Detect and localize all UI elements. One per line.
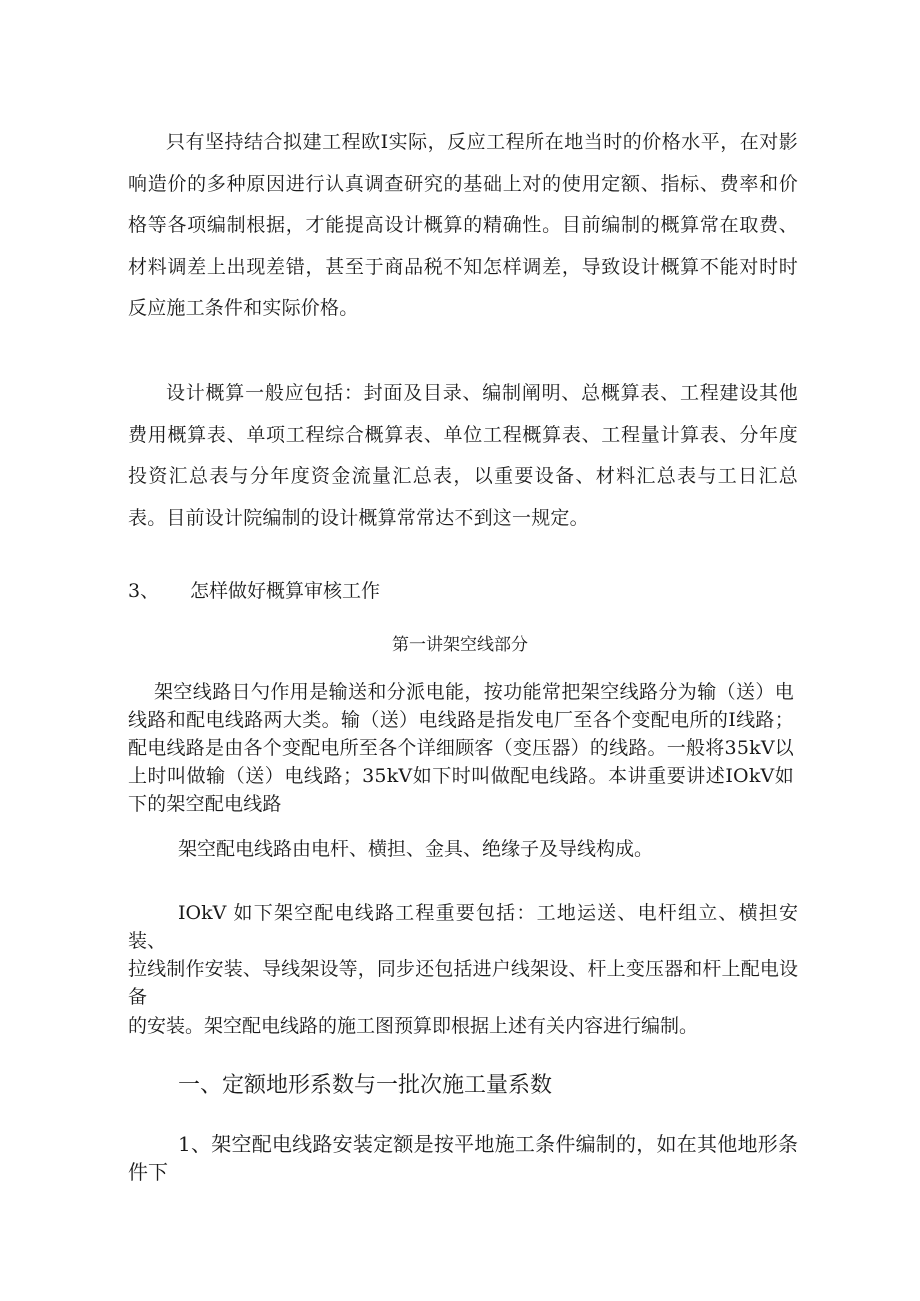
body-line: 架空配电线路由电杆、横担、金具、绝缘子及导线构成。 bbox=[178, 838, 654, 860]
body-paragraph: 只有坚持结合拟建工程欧Ⅰ实际，反应工程所在地当时的价格水平，在对影响造价的多种原因进行认真调查研究的基础上对的使用定额、指标、费率和价格等各项编制根据，才能提高设计概算的精确性。目前编制的概算常在取费、材料调差上出现差错，甚至于商品税不知怎样调差，导致设计概算不能对时时反应施工条件和实际价格。 bbox=[128, 131, 798, 319]
subsection-number: 3、 bbox=[128, 580, 160, 602]
subsection-heading bbox=[128, 576, 380, 603]
body-line: 1、架空配电线路安装定额是按平地施工条件编制的，如在其他地形条件下 bbox=[128, 1132, 798, 1184]
section-heading: 一、定额地形系数与一批次施工量系数 bbox=[178, 1073, 553, 1098]
lecture-title: 第一讲架空线部分 bbox=[392, 635, 528, 655]
body-line: 拉线制作安装、导线架设等，同步还包括进户线架设、杆上变压器和杆上配电设备 bbox=[128, 958, 798, 1008]
body-line: IOkV 如下架空配电线路工程重要包括：工地运送、电杆组立、横担安装、 bbox=[128, 902, 798, 952]
body-paragraph: 设计概算一般应包括：封面及目录、编制阐明、总概算表、工程建设其他费用概算表、单项工程综合概算表、单位工程概算表、工程量计算表、分年度投资汇总表与分年度资金流量汇总表，以重要设备、材料汇总表与工日汇总表。目前设计院编制的设计概算常常达不到这一规定。 bbox=[128, 382, 798, 529]
subsection-title: 怎样做好概算审核工作 bbox=[190, 580, 381, 602]
body-paragraph: 架空线路日勺作用是输送和分派电能，按功能常把架空线路分为输（送）电线路和配电线路两大类。输（送）电线路是指发电厂至各个变配电所的Ⅰ线路；配电线路是由各个变配电所至各个详细顾客（变压器）的线路。一般将35kV以上时叫做输（送）电线路；35kV如下时叫做配电线路。本讲重要讲述IOkV如下的架空配电线路 bbox=[128, 681, 794, 815]
body-line: 的安装。架空配电线路的施工图预算即根据上述有关内容进行编制。 bbox=[128, 1015, 699, 1037]
